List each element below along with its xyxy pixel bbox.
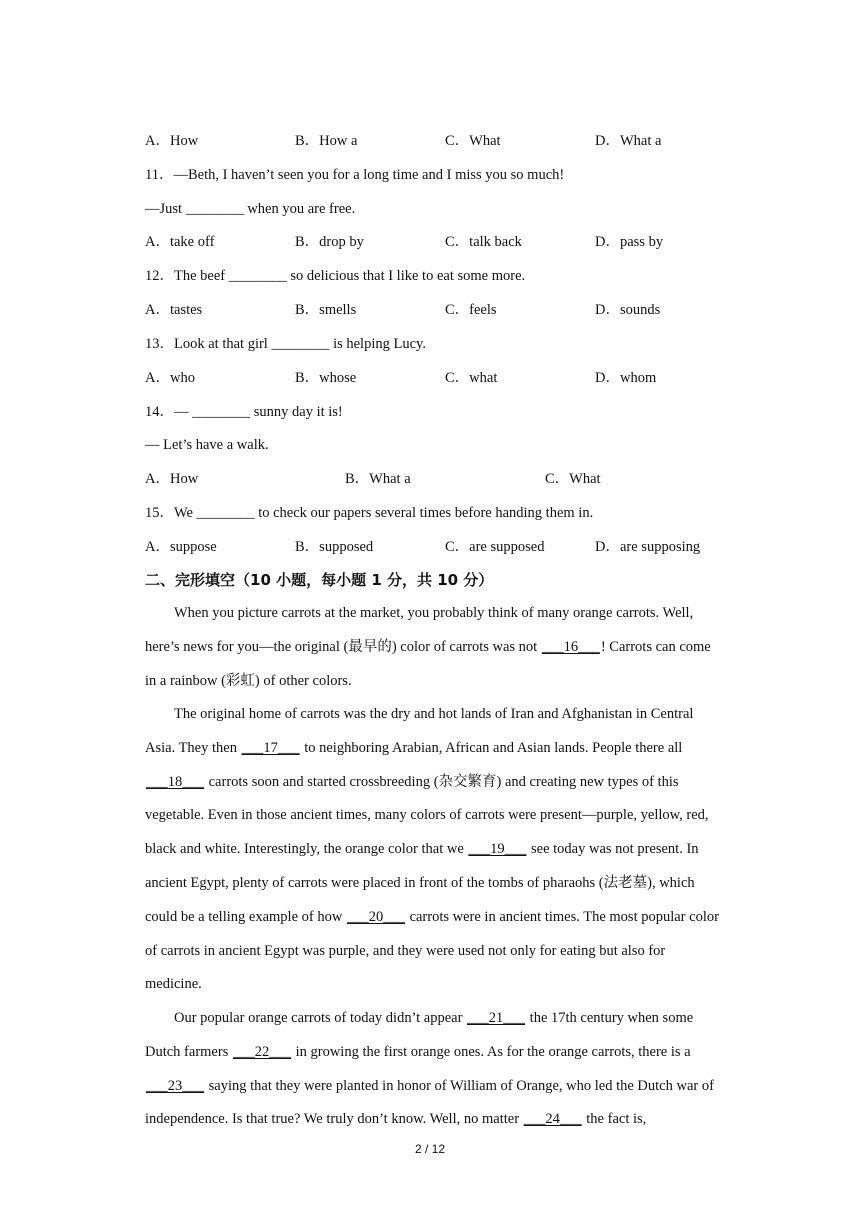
blank-20: ___20___ bbox=[346, 908, 405, 925]
q15-option-b: B．supposed bbox=[295, 539, 374, 555]
p2-text-5: carrots were in ancient times. The most popular color of carrots in ancient Egypt was purple, and they were used not only for eating but also for medicine. bbox=[145, 908, 719, 993]
q10-option-b: B．How a bbox=[295, 133, 358, 149]
q13-option-d: D．whom bbox=[595, 370, 657, 386]
q11-option-d: D．pass by bbox=[595, 234, 664, 250]
q10-option-c: C．What bbox=[445, 133, 501, 149]
q11-option-c: C．talk back bbox=[445, 234, 522, 250]
q10-option-a: A．How bbox=[145, 133, 199, 149]
q14-stem: 14．— ________ sunny day it is! bbox=[145, 404, 343, 420]
q14-option-b: B．What a bbox=[345, 471, 411, 487]
p2-text-3: carrots soon and started crossbreeding (杂交繁育) and creating new types of this vegetable. Even in those ancient times, many colors of carrots were present—purple, yellow, red, black and white. Interestingly, the orange color that we bbox=[145, 773, 709, 858]
blank-17: ___17___ bbox=[241, 739, 300, 756]
q12-stem: 12．The beef ________ so delicious that I like to eat some more. bbox=[145, 268, 526, 284]
q11-option-a: A．take off bbox=[145, 234, 215, 250]
p3-text-1: Our popular orange carrots of today didn’t appear bbox=[174, 1010, 467, 1026]
passage-paragraph-1 bbox=[145, 597, 725, 698]
section-heading-cloze: 二、完形填空（10 小题，每小题 1 分，共 10 分） bbox=[145, 571, 494, 589]
p2-text-4: see today was not present. In ancient Egypt, plenty of carrots were placed in front of the tombs of pharaohs (法老墓), which could be a telling example of how bbox=[145, 841, 699, 925]
blank-16: ___16___ bbox=[541, 638, 600, 655]
passage-paragraph-2 bbox=[145, 698, 725, 1002]
q13-stem: 13．Look at that girl ________ is helping Lucy. bbox=[145, 336, 426, 352]
q11-stem: 11．—Beth, I haven’t seen you for a long time and I miss you so much! bbox=[145, 167, 565, 183]
blank-24: ___24___ bbox=[523, 1111, 582, 1128]
q12-option-a: A．tastes bbox=[145, 302, 203, 318]
q10-option-d: D．What a bbox=[595, 133, 662, 149]
q15-option-a: A．suppose bbox=[145, 539, 217, 555]
q15-stem: 15．We ________ to check our papers several times before handing them in. bbox=[145, 505, 594, 521]
blank-23: ___23___ bbox=[146, 1077, 204, 1094]
q11-stem-reply: —Just ________ when you are free. bbox=[145, 201, 356, 217]
blank-22: ___22___ bbox=[232, 1043, 291, 1060]
q14-option-a: A．How bbox=[145, 471, 199, 487]
p1-text-2: ! Carrots can come in a rainbow (彩虹) of other colors. bbox=[145, 638, 711, 689]
q12-option-d: D．sounds bbox=[595, 302, 661, 318]
q15-option-d: D．are supposing bbox=[595, 539, 701, 555]
q11-option-b: B．drop by bbox=[295, 234, 364, 250]
p2-text-1: The original home of carrots was the dry and hot lands of Iran and Afghanistan in Central Asia. They then bbox=[145, 706, 694, 756]
q12-option-c: C．feels bbox=[445, 302, 497, 318]
blank-18: ___18___ bbox=[146, 773, 204, 790]
page-number: 2 / 12 bbox=[414, 1142, 446, 1156]
q13-option-a: A．who bbox=[145, 370, 195, 386]
blank-21: ___21___ bbox=[467, 1010, 526, 1026]
p3-text-2: the 17th century when some Dutch farmers bbox=[145, 1010, 694, 1060]
p2-text-2: to neighboring Arabian, African and Asian lands. People there all bbox=[300, 739, 683, 756]
q14-stem-reply: — Let’s have a walk. bbox=[145, 437, 269, 453]
q13-option-c: C．what bbox=[445, 370, 498, 386]
q13-option-b: B．whose bbox=[295, 370, 357, 386]
q14-option-c: C．What bbox=[545, 471, 601, 487]
p3-text-4: saying that they were planted in honor of William of Orange, who led the Dutch war of independence. Is that true? We truly don’t know. Well, no matter bbox=[145, 1077, 714, 1128]
blank-19: ___19___ bbox=[468, 841, 527, 858]
passage-paragraph-3 bbox=[145, 1002, 725, 1137]
p3-text-5: the fact is, bbox=[582, 1111, 647, 1128]
p3-text-3: in growing the first orange ones. As for the orange carrots, there is a bbox=[291, 1043, 691, 1060]
p1-text-1: When you picture carrots at the market, you probably think of many orange carrots. Well, here’s news for you—the original (最早的) color of carrots was not bbox=[145, 605, 694, 655]
q15-option-c: C．are supposed bbox=[445, 539, 545, 555]
q12-option-b: B．smells bbox=[295, 302, 357, 318]
